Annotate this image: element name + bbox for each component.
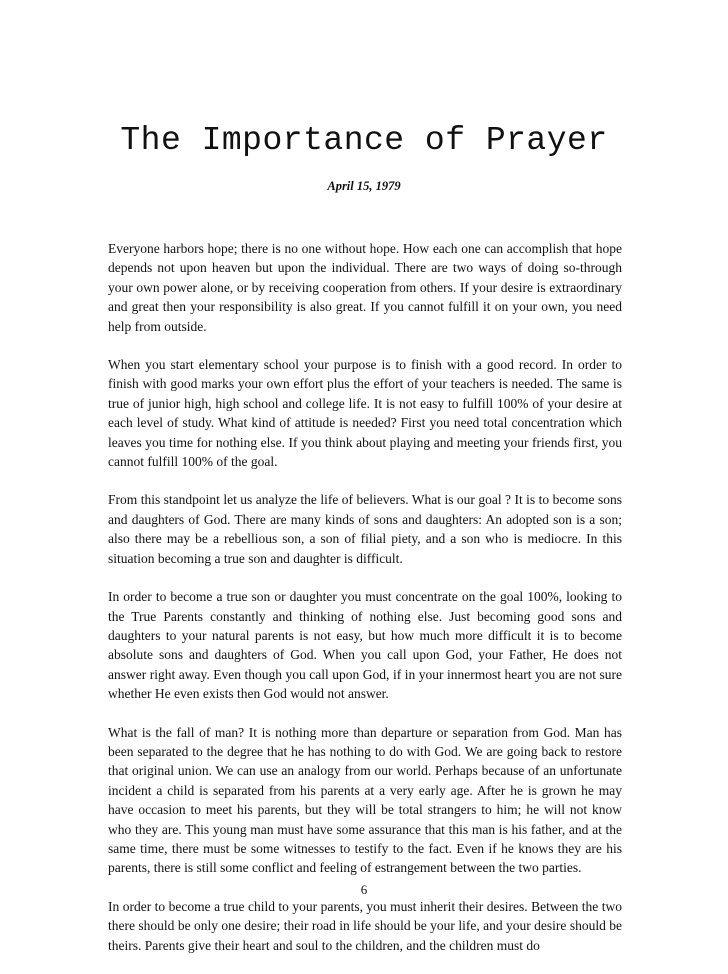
paragraph: When you start elementary school your purpose is to finish with a good record. In order to finish with good marks your own effort plus the effort of your teachers is needed. The same is true of junior high, high school and college life. It is not easy to fulfill 100% of your desire at each level of study. What kind of attitude is needed? First you need total concentration which leaves you time for nothing else. If you think about playing and meeting your friends first, you cannot fulfill 100% of the goal. (108, 357, 622, 470)
document-date: April 15, 1979 (327, 179, 401, 193)
page-number: 6 (360, 882, 368, 897)
page-title: The Importance of Prayer (120, 122, 608, 159)
paragraph: In order to become a true son or daughter you must concentrate on the goal 100%, looking to the True Parents constantly and thinking of nothing else. Just becoming good sons and daughters to your natural parents is not easy, but how much more difficult it is to become absolute sons and daughters of God. When you call upon God, your Father, He does not answer right away. Even though you call upon God, if in your innermost heart you are not sure whether He even exists then God would not answer. (108, 589, 622, 702)
paragraph: Everyone harbors hope; there is no one without hope. How each one can accomplish that hope depends not upon heaven but upon the individual. There are two ways of doing so-through your own power alone, or by receiving cooperation from others. If your desire is extraordinary and great then your responsibility is also great. If you cannot fulfill it on your own, you need help from outside. (108, 241, 622, 334)
document-body (108, 239, 622, 974)
paragraph: From this standpoint let us analyze the life of believers. What is our goal ? It is to become sons and daughters of God. There are many kinds of sons and daughters: An adopted son is a son; also there may be a rebellious son, a son of filial piety, and a son who is mediocre. In this situation becoming a true son and daughter is difficult. (108, 492, 622, 566)
paragraph: What is the fall of man? It is nothing more than departure or separation from God. Man has been separated to the degree that he has nothing to do with God. We are going back to restore that original union. We can use an analogy from our world. Perhaps because of an unfortunate incident a child is separated from his parents at a very early age. After he is grown he may have occasion to meet his parents, but they will be total strangers to him; he will not know who they are. This young man must have some assurance that this man is his father, and at the same time, there must be some witnesses to testify to the fact. Even if he knows they are his parents, there is still some conflict and feeling of estrangement between the two parties. (108, 724, 622, 876)
paragraph: In order to become a true child to your parents, you must inherit their desires. Between the two there should be only one desire; their road in life should be your life, and your desire should be theirs. Parents give their heart and soul to the children, and the children must do (108, 898, 622, 953)
